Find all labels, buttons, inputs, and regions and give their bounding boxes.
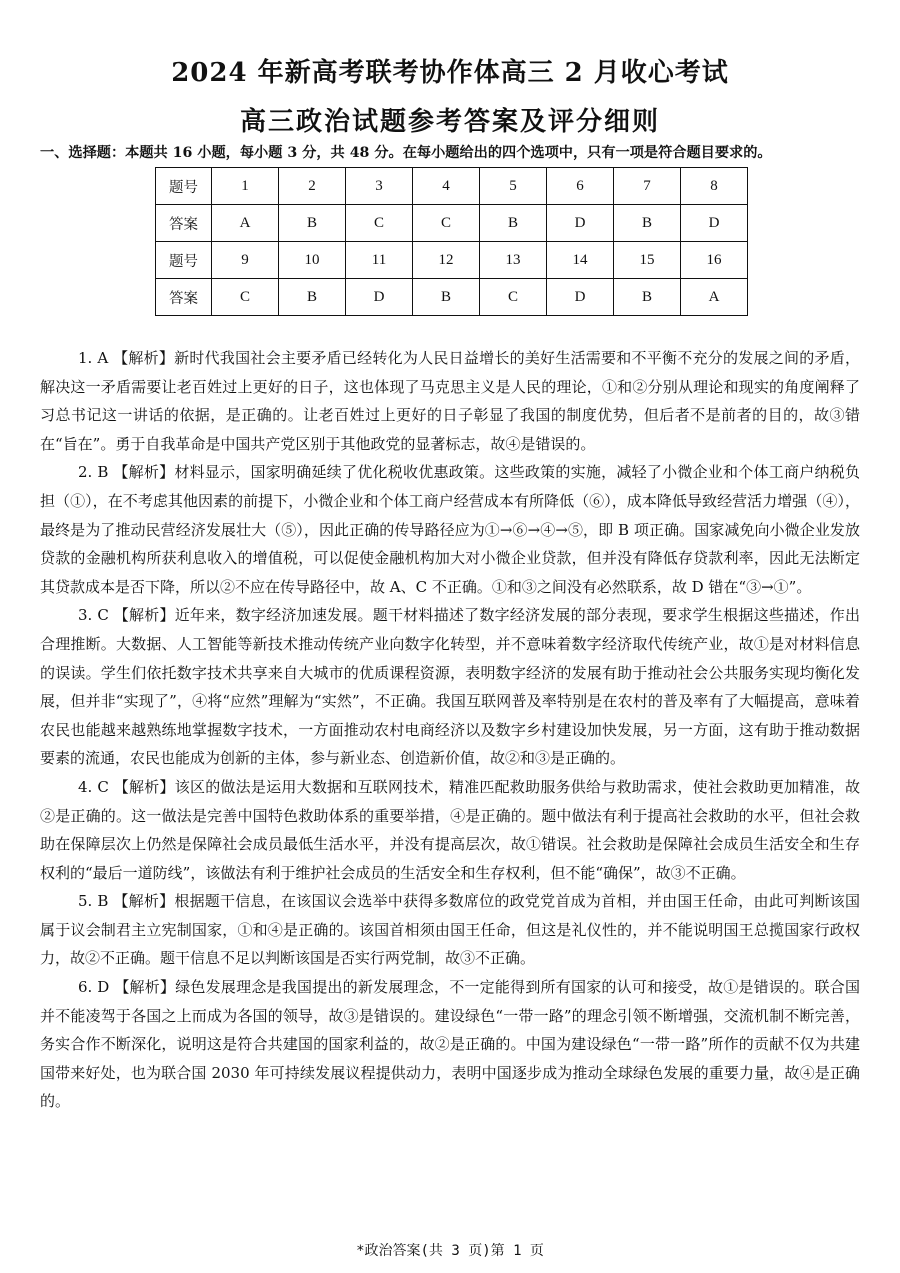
- table-cell: 7: [614, 168, 681, 205]
- answer-table: [155, 167, 748, 316]
- table-cell: B: [614, 205, 681, 242]
- explanation-paragraph: 6. D 【解析】绿色发展理念是我国提出的新发展理念，不一定能得到所有国家的认可和接受，故①是错误的。联合国并不能凌驾于各国之上而成为各国的领导，故③是错误的。建设绿色“一带一路”的理念引领不断增强，交流机制不断完善，务实合作不断深化，说明这是符合共建国的国家利益的，故②是正确的。中国为建设绿色“一带一路”所作的贡献不仅为共建国带来好处，也为联合国 2030 年可持续发展议程提供动力，表明中国逐步成为推动全球绿色发展的重要力量，故④是正确的。: [40, 978, 860, 1111]
- table-cell: D: [547, 279, 614, 316]
- table-cell: 14: [547, 242, 614, 279]
- page-footer: *政治答案(共 3 页)第 1 页: [356, 1243, 544, 1259]
- table-row: [156, 168, 748, 205]
- row-label: 题号: [156, 168, 212, 205]
- table-cell: 16: [681, 242, 748, 279]
- table-cell: B: [279, 205, 346, 242]
- table-row: [156, 279, 748, 316]
- table-cell: 4: [413, 168, 480, 205]
- table-cell: B: [279, 279, 346, 316]
- table-cell: B: [413, 279, 480, 316]
- table-cell: C: [413, 205, 480, 242]
- table-cell: 1: [212, 168, 279, 205]
- explanation-paragraph: 3. C 【解析】近年来，数字经济加速发展。题干材料描述了数字经济发展的部分表现，要求学生根据这些描述，作出合理推断。大数据、人工智能等新技术推动传统产业向数字化转型，并不意味着数字经济取代传统产业，故①是对材料信息的误读。学生们依托数字技术共享来自大城市的优质课程资源，表明数字经济的发展有助于推动社会公共服务实现均衡化发展，但并非“实现了”，④将“应然”理解为“实然”，不正确。我国互联网普及率特别是在农村的普及率有了大幅提高，意味着农民也能越来越熟练地掌握数字技术，一方面推动农村电商经济以及数字乡村建设加快发展，另一方面，这有助于推动数据要素的流通，农民也能成为创新的主体，参与新业态、创造新价值，故②和③是正确的。: [40, 606, 860, 768]
- table-cell: D: [681, 205, 748, 242]
- explanation-paragraph: 4. C 【解析】该区的做法是运用大数据和互联网技术，精准匹配救助服务供给与救助需求，使社会救助更加精准，故②是正确的。这一做法是完善中国特色救助体系的重要举措，④是正确的。题中做法有利于提高社会救助的水平，但社会救助在保障层次上仍然是保障社会成员最低生活水平，并没有提高层次，故①错误。社会救助是保障社会成员生活安全和生存权利的“最后一道防线”，该做法有利于维护社会成员的生活安全和生存权利，但不能“确保”，故③不正确。: [40, 777, 860, 882]
- row-label: 题号: [156, 242, 212, 279]
- table-cell: B: [480, 205, 547, 242]
- table-cell: 2: [279, 168, 346, 205]
- table-row: [156, 205, 748, 242]
- explanation-paragraph: 1. A 【解析】新时代我国社会主要矛盾已经转化为人民日益增长的美好生活需要和不平衡不充分的发展之间的矛盾，解决这一矛盾需要让老百姓过上更好的日子，这也体现了马克思主义是人民的理论，①和②分别从理论和现实的角度阐释了习总书记这一讲话的依据，是正确的。让老百姓过上更好的日子彰显了我国的制度优势，但后者不是前者的目的，故③错在“旨在”。勇于自我革命是中国共产党区别于其他政党的显著标志，故④是错误的。: [40, 349, 860, 453]
- table-cell: C: [212, 279, 279, 316]
- table-cell: 6: [547, 168, 614, 205]
- row-label: 答案: [156, 205, 212, 242]
- table-cell: A: [212, 205, 279, 242]
- table-cell: 11: [346, 242, 413, 279]
- explanation-paragraph: 2. B 【解析】材料显示，国家明确延续了优化税收优惠政策。这些政策的实施，减轻了小微企业和个体工商户纳税负担（①），在不考虑其他因素的前提下，小微企业和个体工商户经营成本有所降低（⑥），成本降低导致经营活力增强（④），最终是为了推动民营经济发展壮大（⑤），因此正确的传导路径应为①→⑥→④→⑤，即 B 项正确。国家减免向小微企业发放贷款的金融机构所获利息收入的增值税，可以促使金融机构加大对小微企业贷款，但并没有降低存贷款利率，因此无法断定其贷款成本是否下降，所以②不应在传导路径中，故 A、C 不正确。①和③之间没有必然联系，故 D 错在“③→①”。: [40, 463, 860, 596]
- table-cell: 10: [279, 242, 346, 279]
- table-cell: C: [480, 279, 547, 316]
- explanations: [40, 344, 860, 1116]
- table-cell: 3: [346, 168, 413, 205]
- table-cell: B: [614, 279, 681, 316]
- explanation-paragraph: 5. B 【解析】根据题干信息，在该国议会选举中获得多数席位的政党党首成为首相，并由国王任命，由此可判断该国属于议会制君主立宪制国家，①和④是正确的。该国首相须由国王任命，但这是礼仪性的，并不能说明国王总揽国家行政权力，故②不正确。题干信息不足以判断该国是否实行两党制，故③不正确。: [40, 892, 860, 968]
- table-cell: 8: [681, 168, 748, 205]
- table-cell: 12: [413, 242, 480, 279]
- table-cell: C: [346, 205, 413, 242]
- table-cell: D: [547, 205, 614, 242]
- page-subtitle: 高三政治试题参考答案及评分细则: [239, 107, 660, 137]
- table-cell: 5: [480, 168, 547, 205]
- table-cell: 9: [212, 242, 279, 279]
- table-cell: 13: [480, 242, 547, 279]
- table-cell: D: [346, 279, 413, 316]
- row-label: 答案: [156, 279, 212, 316]
- table-cell: 15: [614, 242, 681, 279]
- page-title: 2024 年新高考联考协作体高三 2 月收心考试: [171, 58, 729, 88]
- section-heading: 一、选择题：本题共 16 小题，每小题 3 分，共 48 分。在每小题给出的四个选项中，只有一项是符合题目要求的。: [40, 145, 772, 161]
- table-cell: A: [681, 279, 748, 316]
- table-row: [156, 242, 748, 279]
